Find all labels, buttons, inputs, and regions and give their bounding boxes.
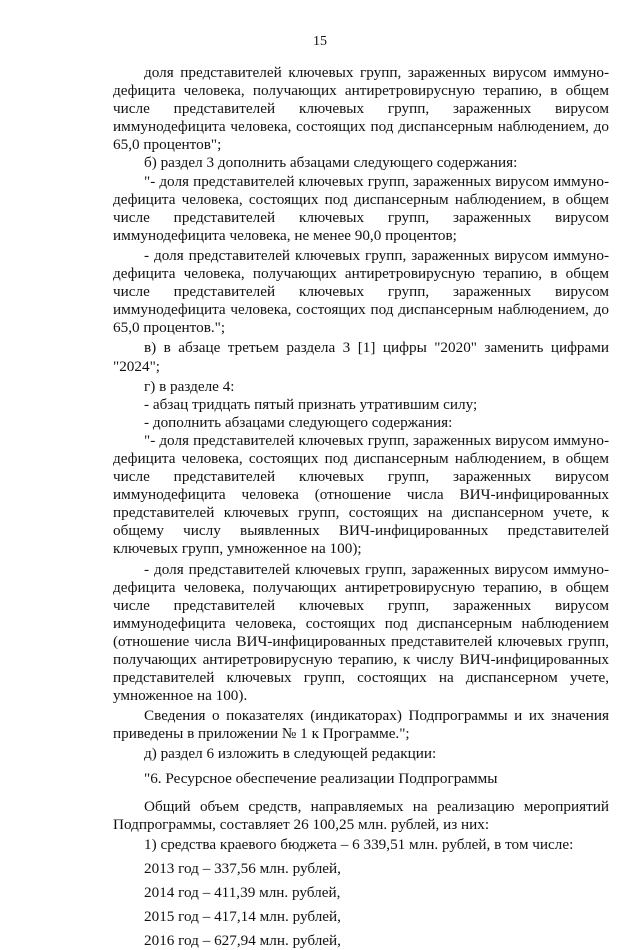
document-body (113, 64, 609, 950)
paragraph-6: г) в разделе 4: (144, 377, 235, 395)
paragraph-8: - дополнить абзацами следующего содержания: (144, 413, 453, 431)
paragraph-15: 1) средства краевого бюджета – 6 339,51 млн. рублей, в том числе: (144, 835, 574, 853)
paragraph-7: - абзац тридцать пятый признать утратившим силу; (144, 395, 478, 413)
paragraph-10: - доля представителей ключевых групп, зараженных вирусом иммунодефицита человека, получающих антиретровирусную терапию, в общем числе представителей ключевых групп, зараженных вирусом иммунодефицита человека, состоящих под диспансерным наблюдением (отношение числа ВИЧ-инфицированных представителей ключевых групп, получающих антиретровирусную терапию, к числу ВИЧ-инфицированных представителей ключевых групп, состоящих на диспансерном учете, умноженное на 100). (113, 560, 609, 705)
section-heading: "6. Ресурсное обеспечение реализации Подпрограммы (144, 769, 498, 787)
paragraph-14: Общий объем средств, направляемых на реализацию мероприятий Подпрограммы, составляет 26 100,25 млн. рублей, из них: (113, 797, 609, 833)
paragraph-12: д) раздел 6 изложить в следующей редакции: (144, 745, 437, 763)
paragraph-2: б) раздел 3 дополнить абзацами следующего содержания: (144, 154, 518, 172)
year-line-2016: 2016 год – 627,94 млн. рублей, (144, 932, 341, 950)
paragraph-11: Сведения о показателях (индикаторах) Подпрограммы и их значения приведены в приложении № 1 к Программе."; (113, 707, 609, 743)
page-number: 15 (313, 34, 327, 49)
paragraph-4: - доля представителей ключевых групп, зараженных вирусом иммунодефицита человека, получающих антиретровирусную терапию, в общем числе представителей ключевых групп, зараженных вирусом иммунодефицита человека, состоящих под диспансерным наблюдением, до 65,0 процентов."; (113, 246, 609, 337)
paragraph-9: "- доля представителей ключевых групп, зараженных вирусом иммунодефицита человека, состоящих под диспансерным наблюдением, в общем числе представителей ключевых групп, зараженных вирусом иммунодефицита человека (отношение числа ВИЧ-инфицированных представителей ключевых групп, состоящих на диспансерном учете, к общему числу выявленных ВИЧ-инфицированных представителей ключевых групп, умноженное на 100); (113, 431, 609, 558)
paragraph-3: "- доля представителей ключевых групп, зараженных вирусом иммунодефицита человека, состоящих под диспансерным наблюдением, в общем числе представителей ключевых групп, зараженных вирусом иммунодефицита человека, не менее 90,0 процентов; (113, 172, 609, 244)
year-line-2014: 2014 год – 411,39 млн. рублей, (144, 884, 341, 902)
year-line-2013: 2013 год – 337,56 млн. рублей, (144, 859, 341, 877)
paragraph-5: в) в абзаце третьем раздела 3 [1] цифры "2020" заменить цифрами "2024"; (113, 339, 609, 375)
paragraph-1: доля представителей ключевых групп, зараженных вирусом иммунодефицита человека, получающих антиретровирусную терапию, в общем числе представителей ключевых групп, зараженных вирусом иммунодефицита человека, состоящих под диспансерным наблюдением, до 65,0 процентов"; (113, 64, 609, 154)
year-line-2015: 2015 год – 417,14 млн. рублей, (144, 908, 341, 926)
